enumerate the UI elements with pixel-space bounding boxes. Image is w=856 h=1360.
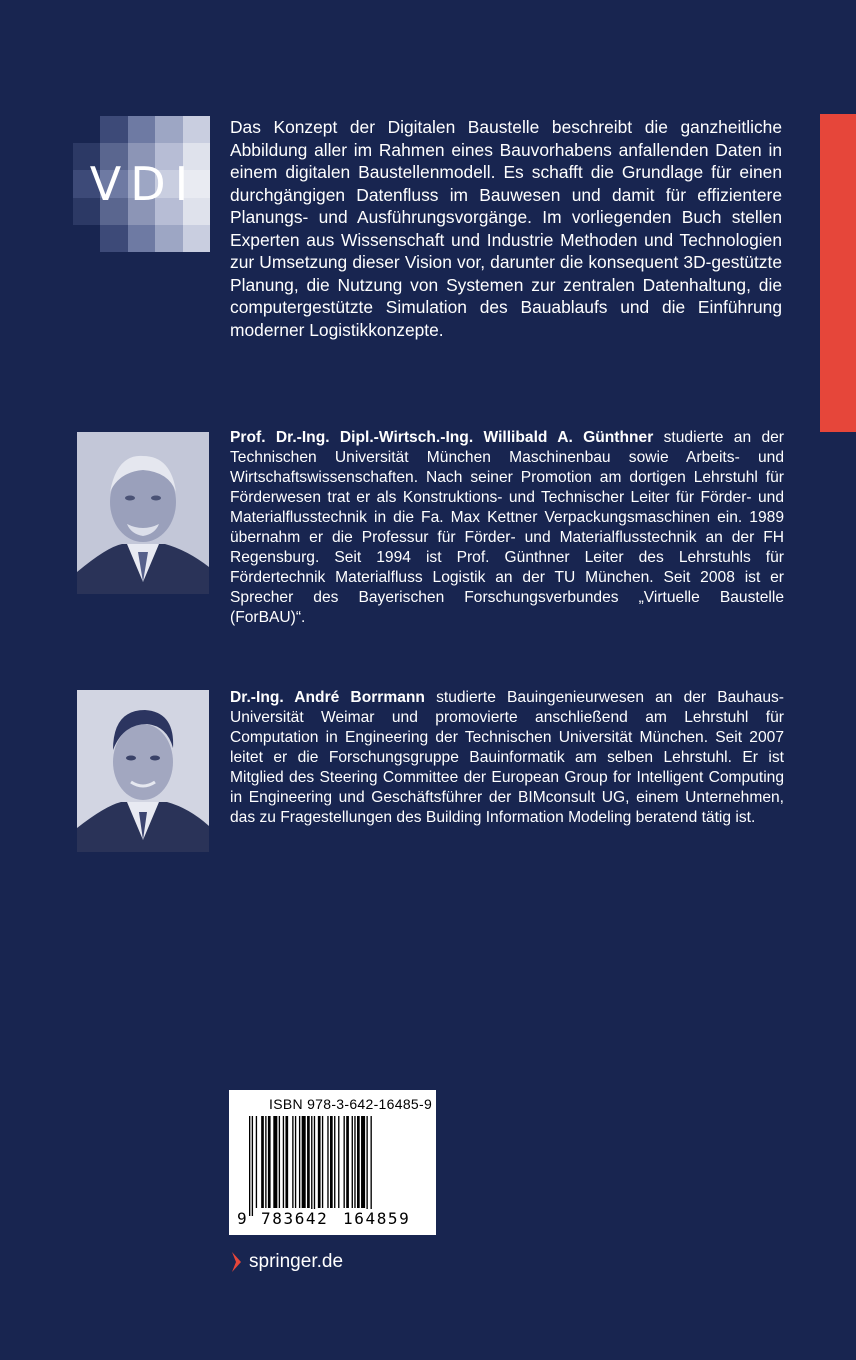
barcode-bar: [302, 1116, 306, 1208]
barcode-bar: [265, 1116, 266, 1208]
author-bio-text: studierte Bauingenieurwesen an der Bauhaus-Universität Weimar und promovierte anschließend am Lehrstuhl für Computation in Engineering der Technischen Universität München. Seit 2007 leitet er die Forschungsgruppe Bauinformatik am selben Lehrstuhl. Er ist Mitglied des Steering Committee der European Group for Intelligent Computing in Engineering und Geschäftsführer der BIMconsult UG, einem Unternehmen, das zu Fragestellungen des Building Information Modeling beratend tätig ist.: [230, 689, 784, 826]
barcode-bar: [295, 1116, 296, 1208]
author-bio-guenthner: [230, 428, 784, 628]
barcode-bar: [318, 1116, 321, 1208]
isbn-digit-first: 9: [237, 1209, 247, 1228]
barcode-bar: [344, 1116, 345, 1208]
portrait-icon: [77, 690, 209, 852]
barcode-bar: [361, 1116, 365, 1208]
isbn-digits: [229, 1206, 436, 1230]
barcode-bar: [330, 1116, 333, 1208]
barcode-bar: [261, 1116, 264, 1208]
barcode-bar: [346, 1116, 349, 1208]
barcode-bar: [352, 1116, 353, 1208]
isbn-barcode: [229, 1090, 436, 1235]
barcode-bar: [252, 1116, 253, 1216]
barcode-bar: [327, 1116, 328, 1208]
barcode-bar: [334, 1116, 335, 1208]
author-bio-borrmann: [230, 688, 784, 828]
barcode-bar: [292, 1116, 293, 1208]
barcode-bar: [249, 1116, 250, 1216]
author-photo-borrmann: [77, 690, 209, 852]
publisher-url: springer.de: [249, 1251, 344, 1272]
chevron-right-icon: [229, 1250, 245, 1274]
barcode-bars: [249, 1116, 419, 1216]
barcode-bar: [299, 1116, 300, 1208]
publisher-link[interactable]: [229, 1250, 343, 1274]
vdi-logo-text: VDI: [89, 157, 198, 211]
red-accent-tab: [820, 114, 856, 432]
isbn-digits-left: 783642: [261, 1209, 329, 1228]
barcode-bar: [307, 1116, 310, 1208]
author-photo-guenthner: [77, 432, 209, 594]
intro-text: Das Konzept der Digitalen Baustelle beschreibt die ganzheitliche Abbildung aller im Rahmen eines Bauvorhabens anfallenden Daten in einem digitalen Baustellenmodell. Es schafft die Grundlage für einen durchgängigen Datenfluss im Bauwesen und damit für effizientere Planungs- und Ausführungsvorgänge. Im vorliegenden Buch stellen Experten aus Wissenschaft und Industrie Methoden und Technologien zur Umsetzung dieser Vision vor, darunter die konsequent 3D-gestützte Planung, die Nutzung von Systemen zur zentralen Datenhaltung, die computergestützte Simulation des Bauablaufs und die Einführung moderner Logistikkonzepte.: [230, 117, 782, 340]
barcode-bar: [285, 1116, 288, 1208]
barcode-bar: [268, 1116, 271, 1208]
barcode-bar: [314, 1116, 315, 1216]
barcode-bar: [283, 1116, 284, 1208]
barcode-bar: [273, 1116, 277, 1208]
barcode-bar: [366, 1116, 367, 1216]
barcode-bar: [354, 1116, 355, 1208]
barcode-bar: [322, 1116, 323, 1208]
barcode-bar: [338, 1116, 339, 1208]
barcode-bar: [311, 1116, 312, 1216]
barcode-bar: [371, 1116, 372, 1216]
isbn-digits-right: 164859: [343, 1209, 411, 1228]
author-bio-text: studierte an der Technischen Universität München Maschinenbau sowie Arbeits- und Wirtschaftswissenschaften. Nach seiner Promotion am dortigen Lehrstuhl für Förderwesen trat er als Konstruktions- und Technischer Leiter für Förder- und Materialflusstechnik in die Fa. Max Kettner Verpackungsmaschinen ein. 1989 übernahm er die Professur für Förder- und Materialflusstechnik an der FH Regensburg. Seit 1994 ist Prof. Günthner Leiter des Lehrstuhls für Fördertechnik Materialfluss Logistik an der TU München. Seit 2008 ist er Sprecher des Bayerischen Forschungsverbundes „Virtuelle Baustelle (ForBAU)“.: [230, 429, 784, 626]
barcode-bar: [279, 1116, 280, 1208]
barcode-bar: [256, 1116, 257, 1208]
author-name: Prof. Dr.-Ing. Dipl.-Wirtsch.-Ing. Willibald A. Günthner: [230, 429, 654, 446]
barcode-bar: [357, 1116, 360, 1208]
author-name: Dr.-Ing. André Borrmann: [230, 689, 425, 706]
isbn-label: ISBN 978-3-642-16485-9: [269, 1096, 433, 1112]
portrait-icon: [77, 432, 209, 594]
